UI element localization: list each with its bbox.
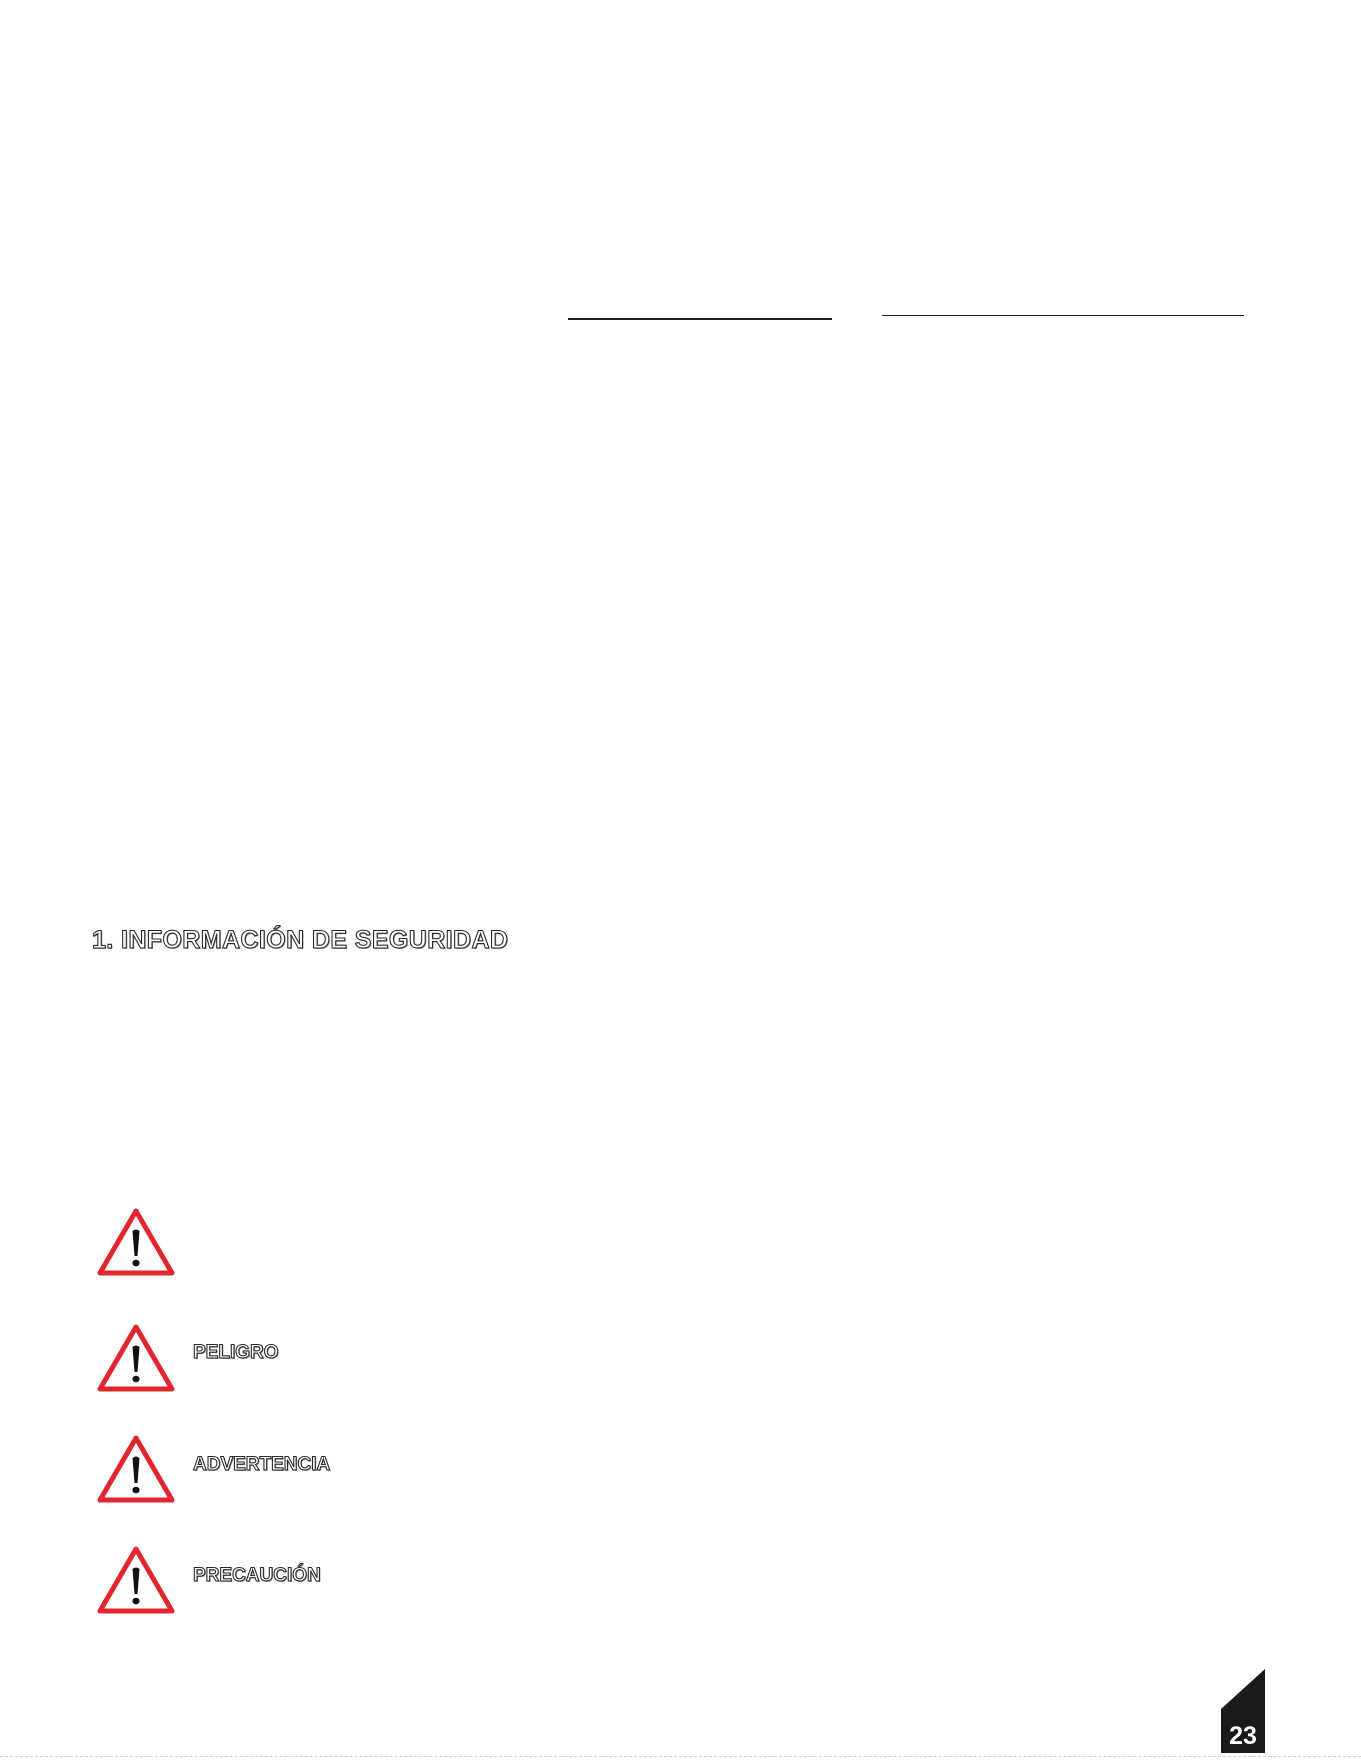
- warning-triangle-icon: [96, 1322, 176, 1394]
- bottom-rule: [0, 1756, 1361, 1757]
- hazard-level-peligro: PELIGRO: [193, 1342, 279, 1363]
- warning-triangle-icon: [96, 1206, 176, 1278]
- hazard-level-precaucion: PRECAUCIÓN: [193, 1565, 321, 1586]
- hazard-level-advertencia: ADVERTENCIA: [193, 1454, 331, 1475]
- page-number: 23: [1229, 1722, 1257, 1750]
- page-number-tab: [1221, 1669, 1265, 1753]
- section-title: 1. INFORMACIÓN DE SEGURIDAD: [92, 926, 509, 954]
- warning-triangle-icon: [96, 1433, 176, 1505]
- warning-triangle-icon: [96, 1544, 176, 1616]
- header-rule-left: [568, 318, 832, 320]
- header-rule-right: [882, 315, 1244, 316]
